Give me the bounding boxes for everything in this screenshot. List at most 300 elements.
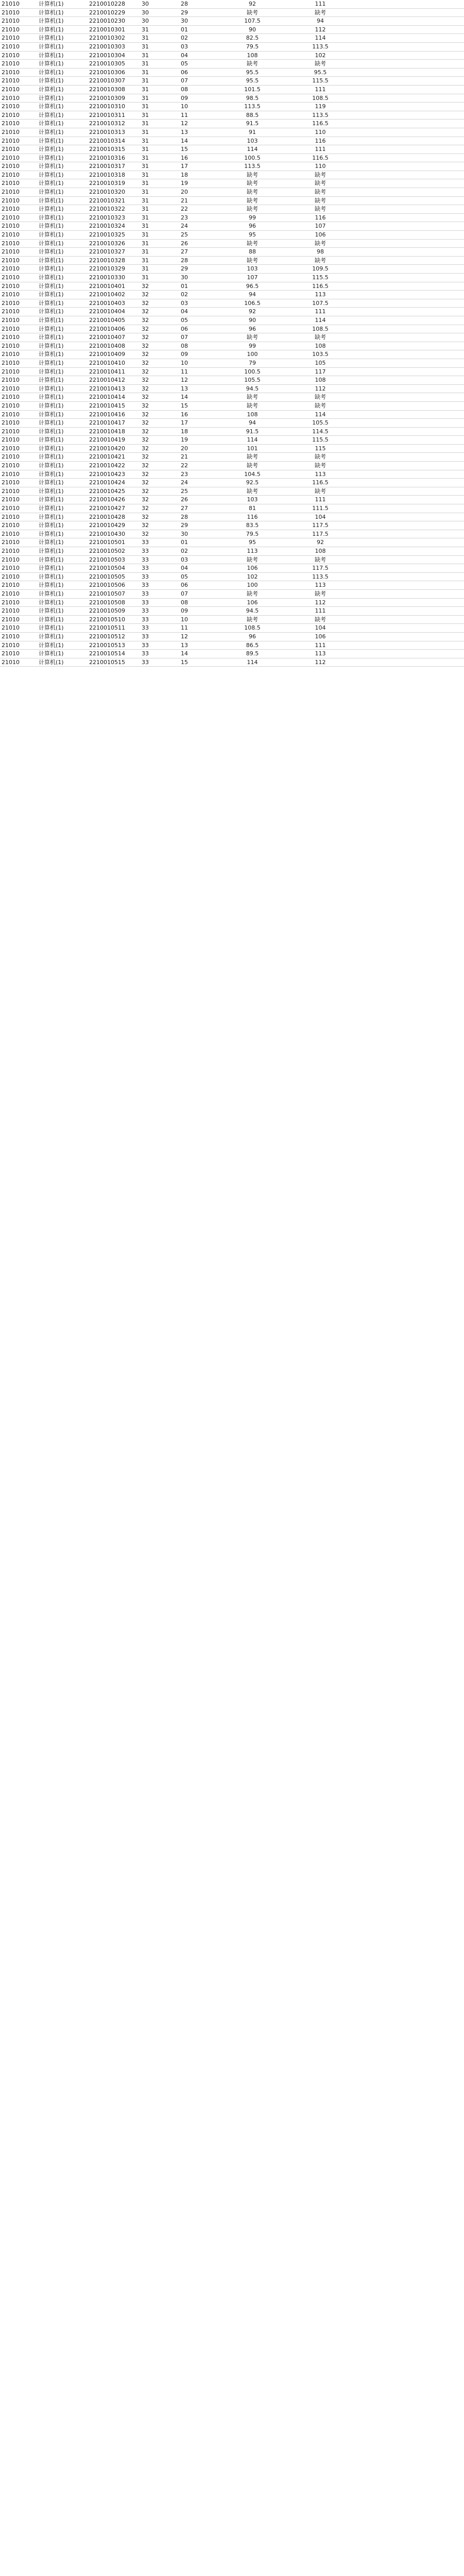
cell-num: 2210010411 — [88, 367, 140, 376]
table-row — [0, 598, 464, 607]
cell-num: 2210010309 — [88, 94, 140, 103]
cell-a: 33 — [140, 624, 179, 633]
cell-code: 21010 — [0, 213, 37, 222]
cell-code: 21010 — [0, 658, 37, 667]
cell-s2: 95.5 — [286, 68, 354, 77]
cell-num: 2210010305 — [88, 60, 140, 69]
cell-b: 29 — [179, 521, 218, 530]
cell-s2: 102 — [286, 51, 354, 60]
cell-s2: 缺考 — [286, 256, 354, 265]
cell-name: 计算机(1) — [37, 496, 88, 504]
cell-num: 2210010318 — [88, 171, 140, 179]
cell-empty — [354, 333, 464, 342]
cell-s2: 116 — [286, 137, 354, 145]
cell-s1: 缺考 — [218, 179, 286, 188]
cell-s1: 94.5 — [218, 607, 286, 616]
cell-empty — [354, 504, 464, 513]
cell-empty — [354, 34, 464, 43]
cell-a: 31 — [140, 265, 179, 274]
cell-b: 29 — [179, 8, 218, 17]
cell-code: 21010 — [0, 299, 37, 308]
cell-empty — [354, 196, 464, 205]
cell-name: 计算机(1) — [37, 60, 88, 69]
cell-num: 2210010422 — [88, 462, 140, 470]
cell-s2: 115 — [286, 444, 354, 453]
cell-name: 计算机(1) — [37, 436, 88, 445]
cell-s2: 112 — [286, 658, 354, 667]
cell-code: 21010 — [0, 25, 37, 34]
cell-a: 32 — [140, 299, 179, 308]
cell-s2: 108 — [286, 376, 354, 385]
cell-num: 2210010228 — [88, 0, 140, 8]
cell-num: 2210010329 — [88, 265, 140, 274]
cell-s1: 缺考 — [218, 196, 286, 205]
cell-a: 32 — [140, 393, 179, 402]
cell-a: 31 — [140, 25, 179, 34]
cell-s2: 108 — [286, 547, 354, 556]
table-row — [0, 299, 464, 308]
table-row — [0, 222, 464, 231]
cell-s2: 109.5 — [286, 265, 354, 274]
table-row — [0, 0, 464, 8]
cell-empty — [354, 393, 464, 402]
cell-code: 21010 — [0, 453, 37, 462]
cell-empty — [354, 521, 464, 530]
cell-b: 07 — [179, 77, 218, 86]
cell-num: 2210010312 — [88, 120, 140, 128]
cell-name: 计算机(1) — [37, 265, 88, 274]
cell-empty — [354, 444, 464, 453]
cell-s1: 106.5 — [218, 299, 286, 308]
cell-code: 21010 — [0, 137, 37, 145]
cell-s1: 缺考 — [218, 487, 286, 496]
cell-b: 02 — [179, 291, 218, 299]
cell-b: 02 — [179, 34, 218, 43]
cell-s1: 缺考 — [218, 256, 286, 265]
cell-s2: 108.5 — [286, 325, 354, 333]
cell-s1: 79.5 — [218, 42, 286, 51]
cell-b: 24 — [179, 479, 218, 487]
cell-s2: 113.5 — [286, 111, 354, 120]
cell-name: 计算机(1) — [37, 316, 88, 325]
cell-code: 21010 — [0, 85, 37, 94]
cell-s2: 115.5 — [286, 436, 354, 445]
cell-code: 21010 — [0, 333, 37, 342]
cell-name: 计算机(1) — [37, 291, 88, 299]
cell-name: 计算机(1) — [37, 51, 88, 60]
cell-a: 31 — [140, 77, 179, 86]
table-row — [0, 479, 464, 487]
cell-empty — [354, 607, 464, 616]
cell-s2: 111.5 — [286, 504, 354, 513]
cell-a: 33 — [140, 615, 179, 624]
cell-s1: 103 — [218, 496, 286, 504]
cell-num: 2210010504 — [88, 564, 140, 573]
table-row — [0, 25, 464, 34]
cell-s2: 113.5 — [286, 572, 354, 581]
table-row — [0, 393, 464, 402]
cell-s2: 111 — [286, 145, 354, 154]
cell-s2: 缺考 — [286, 453, 354, 462]
table-row — [0, 555, 464, 564]
table-row — [0, 333, 464, 342]
cell-empty — [354, 85, 464, 94]
cell-b: 06 — [179, 581, 218, 590]
table-row — [0, 470, 464, 479]
cell-name: 计算机(1) — [37, 513, 88, 521]
cell-a: 31 — [140, 171, 179, 179]
cell-num: 2210010515 — [88, 658, 140, 667]
cell-name: 计算机(1) — [37, 598, 88, 607]
cell-s1: 95.5 — [218, 68, 286, 77]
cell-code: 21010 — [0, 359, 37, 367]
cell-s2: 114 — [286, 410, 354, 419]
cell-s1: 83.5 — [218, 521, 286, 530]
table-row — [0, 85, 464, 94]
cell-code: 21010 — [0, 419, 37, 428]
cell-s2: 107.5 — [286, 299, 354, 308]
table-row — [0, 436, 464, 445]
cell-a: 31 — [140, 94, 179, 103]
cell-b: 12 — [179, 376, 218, 385]
cell-num: 2210010430 — [88, 530, 140, 538]
cell-s1: 108 — [218, 410, 286, 419]
cell-a: 33 — [140, 538, 179, 547]
cell-name: 计算机(1) — [37, 410, 88, 419]
cell-s1: 缺考 — [218, 589, 286, 598]
cell-num: 2210010412 — [88, 376, 140, 385]
cell-code: 21010 — [0, 231, 37, 240]
cell-b: 25 — [179, 487, 218, 496]
cell-name: 计算机(1) — [37, 85, 88, 94]
cell-a: 30 — [140, 0, 179, 8]
cell-code: 21010 — [0, 384, 37, 393]
cell-num: 2210010506 — [88, 581, 140, 590]
table-row — [0, 650, 464, 658]
cell-name: 计算机(1) — [37, 393, 88, 402]
cell-s2: 112 — [286, 598, 354, 607]
cell-s1: 缺考 — [218, 205, 286, 214]
table-row — [0, 419, 464, 428]
cell-code: 21010 — [0, 291, 37, 299]
cell-code: 21010 — [0, 607, 37, 616]
cell-empty — [354, 342, 464, 350]
cell-b: 04 — [179, 51, 218, 60]
cell-name: 计算机(1) — [37, 530, 88, 538]
cell-empty — [354, 513, 464, 521]
cell-code: 21010 — [0, 564, 37, 573]
cell-s2: 113 — [286, 291, 354, 299]
cell-name: 计算机(1) — [37, 538, 88, 547]
cell-num: 2210010308 — [88, 85, 140, 94]
table-row — [0, 213, 464, 222]
cell-s1: 缺考 — [218, 60, 286, 69]
cell-b: 11 — [179, 111, 218, 120]
cell-s2: 缺考 — [286, 171, 354, 179]
table-row — [0, 581, 464, 590]
cell-empty — [354, 137, 464, 145]
cell-s1: 104.5 — [218, 470, 286, 479]
cell-name: 计算机(1) — [37, 333, 88, 342]
cell-s1: 114 — [218, 436, 286, 445]
table-row — [0, 154, 464, 162]
cell-b: 07 — [179, 589, 218, 598]
cell-name: 计算机(1) — [37, 325, 88, 333]
cell-num: 2210010303 — [88, 42, 140, 51]
cell-b: 11 — [179, 624, 218, 633]
cell-empty — [354, 624, 464, 633]
cell-s2: 110 — [286, 128, 354, 137]
cell-s1: 88 — [218, 248, 286, 257]
cell-empty — [354, 376, 464, 385]
cell-b: 26 — [179, 239, 218, 248]
table-row — [0, 120, 464, 128]
cell-name: 计算机(1) — [37, 564, 88, 573]
cell-empty — [354, 427, 464, 436]
cell-empty — [354, 547, 464, 556]
cell-num: 2210010418 — [88, 427, 140, 436]
cell-name: 计算机(1) — [37, 342, 88, 350]
cell-b: 03 — [179, 299, 218, 308]
cell-a: 31 — [140, 34, 179, 43]
cell-code: 21010 — [0, 222, 37, 231]
cell-a: 32 — [140, 342, 179, 350]
cell-code: 21010 — [0, 589, 37, 598]
cell-num: 2210010401 — [88, 282, 140, 291]
cell-b: 19 — [179, 179, 218, 188]
cell-s1: 108.5 — [218, 624, 286, 633]
cell-name: 计算机(1) — [37, 367, 88, 376]
cell-num: 2210010410 — [88, 359, 140, 367]
cell-s1: 100.5 — [218, 154, 286, 162]
table-row — [0, 530, 464, 538]
cell-s1: 114 — [218, 658, 286, 667]
cell-num: 2210010502 — [88, 547, 140, 556]
cell-num: 2210010513 — [88, 641, 140, 650]
cell-b: 16 — [179, 154, 218, 162]
cell-b: 01 — [179, 25, 218, 34]
cell-s1: 96.5 — [218, 282, 286, 291]
cell-name: 计算机(1) — [37, 103, 88, 111]
table-row — [0, 128, 464, 137]
cell-s2: 缺考 — [286, 333, 354, 342]
cell-num: 2210010230 — [88, 17, 140, 26]
table-row — [0, 427, 464, 436]
cell-a: 31 — [140, 222, 179, 231]
cell-b: 05 — [179, 60, 218, 69]
cell-b: 10 — [179, 615, 218, 624]
cell-s2: 106 — [286, 632, 354, 641]
cell-a: 30 — [140, 8, 179, 17]
cell-s1: 108 — [218, 51, 286, 60]
cell-num: 2210010229 — [88, 8, 140, 17]
cell-s1: 106 — [218, 598, 286, 607]
cell-s1: 96 — [218, 325, 286, 333]
cell-code: 21010 — [0, 504, 37, 513]
cell-code: 21010 — [0, 350, 37, 359]
cell-num: 2210010419 — [88, 436, 140, 445]
cell-code: 21010 — [0, 120, 37, 128]
cell-empty — [354, 103, 464, 111]
cell-num: 2210010511 — [88, 624, 140, 633]
table-row — [0, 401, 464, 410]
cell-a: 32 — [140, 308, 179, 316]
cell-b: 15 — [179, 145, 218, 154]
cell-name: 计算机(1) — [37, 479, 88, 487]
cell-num: 2210010424 — [88, 479, 140, 487]
cell-name: 计算机(1) — [37, 274, 88, 282]
cell-a: 31 — [140, 239, 179, 248]
cell-a: 30 — [140, 17, 179, 26]
cell-num: 2210010423 — [88, 470, 140, 479]
cell-s2: 114 — [286, 34, 354, 43]
cell-empty — [354, 25, 464, 34]
cell-s1: 缺考 — [218, 401, 286, 410]
cell-b: 14 — [179, 650, 218, 658]
cell-a: 31 — [140, 137, 179, 145]
cell-num: 2210010501 — [88, 538, 140, 547]
cell-num: 2210010512 — [88, 632, 140, 641]
cell-a: 32 — [140, 384, 179, 393]
cell-empty — [354, 8, 464, 17]
table-row — [0, 265, 464, 274]
cell-name: 计算机(1) — [37, 401, 88, 410]
cell-s2: 缺考 — [286, 179, 354, 188]
table-row — [0, 42, 464, 51]
cell-code: 21010 — [0, 68, 37, 77]
cell-s1: 101 — [218, 444, 286, 453]
cell-b: 09 — [179, 94, 218, 103]
cell-s2: 105.5 — [286, 419, 354, 428]
cell-a: 31 — [140, 68, 179, 77]
cell-empty — [354, 274, 464, 282]
cell-a: 31 — [140, 274, 179, 282]
cell-s1: 缺考 — [218, 615, 286, 624]
cell-code: 21010 — [0, 308, 37, 316]
cell-s1: 94 — [218, 291, 286, 299]
cell-name: 计算机(1) — [37, 384, 88, 393]
cell-num: 2210010427 — [88, 504, 140, 513]
cell-name: 计算机(1) — [37, 68, 88, 77]
cell-empty — [354, 410, 464, 419]
cell-a: 33 — [140, 632, 179, 641]
cell-s2: 116.5 — [286, 154, 354, 162]
cell-s2: 113 — [286, 581, 354, 590]
cell-name: 计算机(1) — [37, 547, 88, 556]
cell-a: 32 — [140, 436, 179, 445]
cell-code: 21010 — [0, 51, 37, 60]
cell-empty — [354, 145, 464, 154]
cell-code: 21010 — [0, 179, 37, 188]
cell-a: 31 — [140, 145, 179, 154]
cell-num: 2210010426 — [88, 496, 140, 504]
cell-a: 31 — [140, 188, 179, 197]
table-row — [0, 564, 464, 573]
cell-a: 32 — [140, 453, 179, 462]
cell-b: 13 — [179, 384, 218, 393]
cell-name: 计算机(1) — [37, 42, 88, 51]
table-row — [0, 453, 464, 462]
cell-b: 10 — [179, 103, 218, 111]
cell-s1: 91.5 — [218, 120, 286, 128]
cell-empty — [354, 231, 464, 240]
cell-b: 05 — [179, 316, 218, 325]
cell-b: 03 — [179, 42, 218, 51]
cell-num: 2210010507 — [88, 589, 140, 598]
cell-s2: 112 — [286, 25, 354, 34]
cell-code: 21010 — [0, 162, 37, 171]
cell-empty — [354, 598, 464, 607]
table-row — [0, 51, 464, 60]
cell-num: 2210010317 — [88, 162, 140, 171]
cell-empty — [354, 17, 464, 26]
cell-s2: 111 — [286, 496, 354, 504]
cell-a: 31 — [140, 179, 179, 188]
cell-a: 32 — [140, 325, 179, 333]
cell-s1: 103 — [218, 137, 286, 145]
cell-b: 09 — [179, 607, 218, 616]
cell-empty — [354, 51, 464, 60]
table-row — [0, 615, 464, 624]
cell-empty — [354, 658, 464, 667]
cell-a: 32 — [140, 504, 179, 513]
cell-num: 2210010505 — [88, 572, 140, 581]
cell-code: 21010 — [0, 367, 37, 376]
cell-s2: 108 — [286, 342, 354, 350]
cell-s1: 101.5 — [218, 85, 286, 94]
cell-num: 2210010320 — [88, 188, 140, 197]
cell-s2: 111 — [286, 0, 354, 8]
cell-empty — [354, 496, 464, 504]
cell-code: 21010 — [0, 0, 37, 8]
cell-s1: 缺考 — [218, 8, 286, 17]
cell-name: 计算机(1) — [37, 299, 88, 308]
cell-a: 32 — [140, 316, 179, 325]
cell-empty — [354, 572, 464, 581]
cell-num: 2210010319 — [88, 179, 140, 188]
cell-s1: 92 — [218, 308, 286, 316]
cell-s2: 111 — [286, 85, 354, 94]
cell-empty — [354, 650, 464, 658]
cell-a: 32 — [140, 419, 179, 428]
cell-code: 21010 — [0, 393, 37, 402]
cell-num: 2210010315 — [88, 145, 140, 154]
cell-s2: 缺考 — [286, 401, 354, 410]
cell-name: 计算机(1) — [37, 641, 88, 650]
table-row — [0, 94, 464, 103]
cell-a: 33 — [140, 598, 179, 607]
table-row — [0, 624, 464, 633]
cell-empty — [354, 564, 464, 573]
cell-s1: 107.5 — [218, 17, 286, 26]
cell-code: 21010 — [0, 188, 37, 197]
cell-a: 31 — [140, 205, 179, 214]
cell-s1: 91.5 — [218, 427, 286, 436]
table-row — [0, 68, 464, 77]
cell-s1: 缺考 — [218, 333, 286, 342]
cell-b: 11 — [179, 367, 218, 376]
cell-b: 21 — [179, 453, 218, 462]
cell-s1: 90 — [218, 25, 286, 34]
cell-num: 2210010415 — [88, 401, 140, 410]
cell-b: 20 — [179, 444, 218, 453]
table-row — [0, 196, 464, 205]
cell-code: 21010 — [0, 530, 37, 538]
cell-s2: 92 — [286, 538, 354, 547]
cell-a: 33 — [140, 555, 179, 564]
cell-s2: 104 — [286, 513, 354, 521]
cell-s2: 缺考 — [286, 205, 354, 214]
